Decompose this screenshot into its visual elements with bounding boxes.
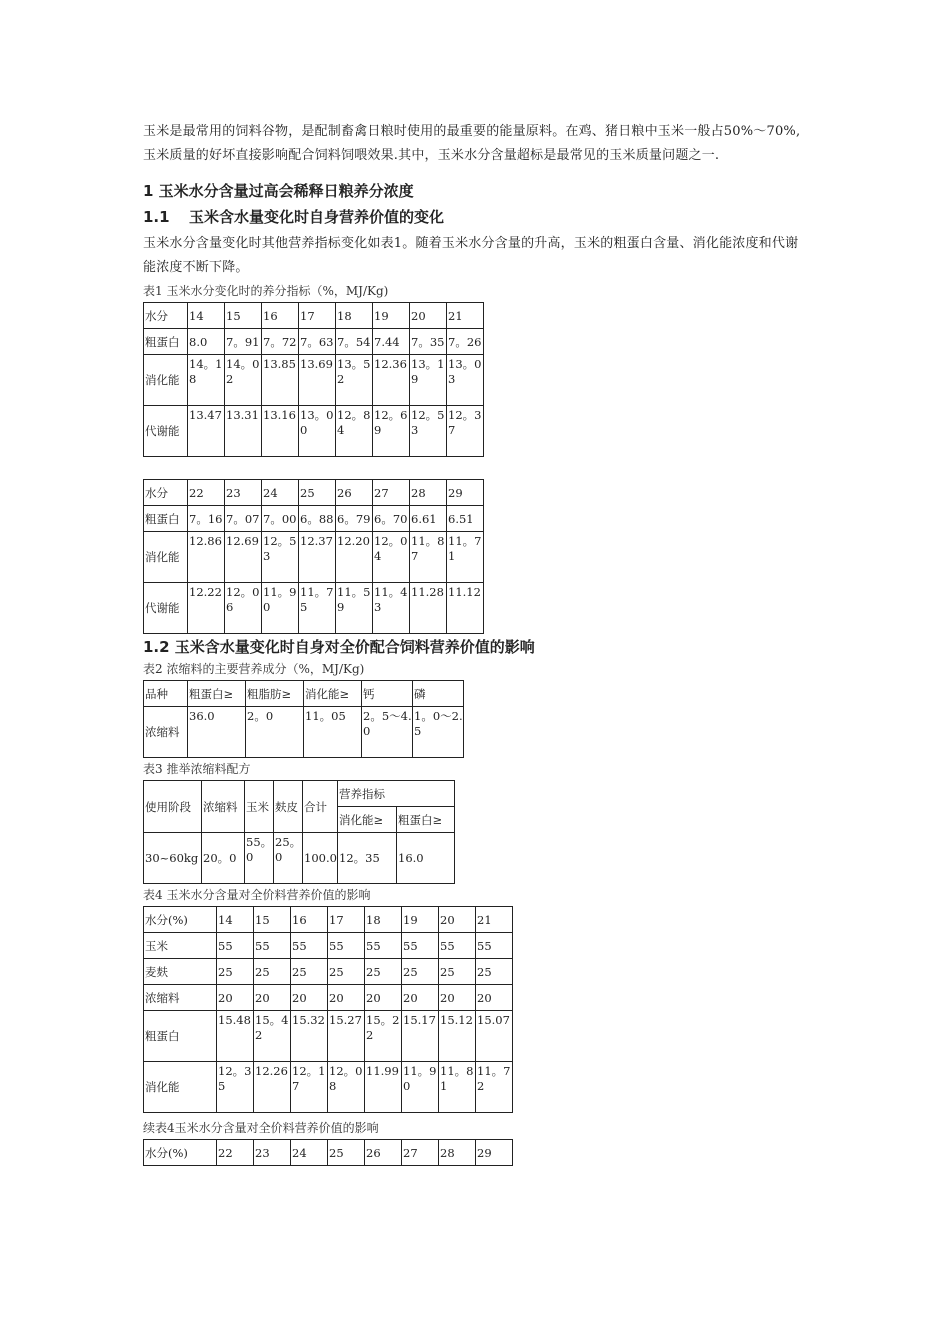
table-row	[144, 303, 484, 329]
table-cell: 16	[262, 303, 299, 329]
table-cell: 6。70	[373, 506, 410, 532]
table-cell: 消化能	[144, 1062, 217, 1113]
table-cell: 11。05	[304, 707, 362, 758]
table-cell: 13.85	[262, 355, 299, 406]
table-cell: 29	[447, 480, 484, 506]
table-cell: 消化能≥	[304, 681, 362, 707]
table-cell: 12。69	[373, 406, 410, 457]
table-cell: 20	[439, 907, 476, 933]
table-row	[144, 1140, 513, 1166]
table-cell: 21	[476, 907, 513, 933]
table-cell: 7。00	[262, 506, 299, 532]
table-cell: 15.17	[402, 1011, 439, 1062]
table-cell: 7。07	[225, 506, 262, 532]
table-cell: 代谢能	[144, 406, 188, 457]
table-cell: 25	[476, 959, 513, 985]
table-cell: 26	[336, 480, 373, 506]
table-cell: 玉米	[245, 781, 274, 833]
table-cell: 13.47	[188, 406, 225, 457]
table-cell: 13.31	[225, 406, 262, 457]
table-row	[144, 506, 484, 532]
table-cell: 14	[217, 907, 254, 933]
table-cell: 13。52	[336, 355, 373, 406]
table-cell: 15.32	[291, 1011, 328, 1062]
table-cell: 24	[291, 1140, 328, 1166]
table-cell: 麦麸	[144, 959, 217, 985]
document-page	[143, 120, 808, 1166]
table-cell: 11。75	[299, 583, 336, 634]
table-cell: 6。79	[336, 506, 373, 532]
table-cell: 7。91	[225, 329, 262, 355]
table-cell: 12。53	[410, 406, 447, 457]
table-cell: 25	[402, 959, 439, 985]
table-2-caption: 表2 浓缩料的主要营养成分（%，MJ/Kg)	[143, 662, 365, 676]
table-2	[143, 680, 464, 758]
table-cell: 粗脂肪≥	[246, 681, 304, 707]
table-cell: 粗蛋白	[144, 1011, 217, 1062]
table-cell: 12.37	[299, 532, 336, 583]
table-cell: 13.16	[262, 406, 299, 457]
table-cell: 11。87	[410, 532, 447, 583]
table-cell: 消化能	[144, 355, 188, 406]
table-cell: 20	[402, 985, 439, 1011]
table-cell: 2。5～4.0	[362, 707, 413, 758]
table-cell: 19	[373, 303, 410, 329]
table-cell: 12.20	[336, 532, 373, 583]
table-cell: 浓缩料	[144, 985, 217, 1011]
table-cell: 12。35	[217, 1062, 254, 1113]
table-cell: 20。0	[202, 833, 245, 884]
table-cell: 13。03	[447, 355, 484, 406]
table-cell: 消化能≥	[338, 807, 397, 833]
table-cell: 8.0	[188, 329, 225, 355]
table-cell: 23	[254, 1140, 291, 1166]
table-cell: 1。0～2.5	[413, 707, 464, 758]
table-row	[144, 406, 484, 457]
table-cell: 55	[439, 933, 476, 959]
table-cell: 16	[291, 907, 328, 933]
table-cell: 12。04	[373, 532, 410, 583]
table-row	[144, 1011, 513, 1062]
table-cell: 30~60kg	[144, 833, 202, 884]
table-cell: 55	[365, 933, 402, 959]
table-cell: 25	[217, 959, 254, 985]
table-cell: 代谢能	[144, 583, 188, 634]
table-row	[144, 329, 484, 355]
table-cell: 20	[476, 985, 513, 1011]
table-cell: 25	[439, 959, 476, 985]
table-cell: 玉米	[144, 933, 217, 959]
table-cell: 22	[217, 1140, 254, 1166]
section-1-1-paragraph: 玉米水分含量变化时其他营养指标变化如表1。随着玉米水分含量的升高，玉米的粗蛋白含量、消化能浓度和代谢能浓度不断下降。	[143, 236, 799, 275]
table-cell: 29	[476, 1140, 513, 1166]
table-cell: 55。0	[245, 833, 274, 884]
table-row	[144, 985, 513, 1011]
table-cell: 22	[188, 480, 225, 506]
table-cell: 17	[299, 303, 336, 329]
table-cell: 15.07	[476, 1011, 513, 1062]
table-cell: 15.27	[328, 1011, 365, 1062]
table-cell: 11。71	[447, 532, 484, 583]
table-row	[144, 907, 513, 933]
table-cell: 24	[262, 480, 299, 506]
table-cell: 13。00	[299, 406, 336, 457]
table-row	[144, 355, 484, 406]
table-4	[143, 906, 513, 1113]
table-cell: 15	[225, 303, 262, 329]
table-cell: 25	[328, 1140, 365, 1166]
table-cell: 15.48	[217, 1011, 254, 1062]
table-cell: 11。43	[373, 583, 410, 634]
table-cell: 36.0	[188, 707, 246, 758]
table-cell: 粗蛋白≥	[188, 681, 246, 707]
table-cell: 12。35	[338, 833, 397, 884]
table-cell: 7。54	[336, 329, 373, 355]
table-cell: 7。72	[262, 329, 299, 355]
table-cell: 11。81	[439, 1062, 476, 1113]
table-cell: 12.22	[188, 583, 225, 634]
table-row	[144, 681, 464, 707]
intro-paragraph: 玉米是最常用的饲料谷物，是配制畜禽日粮时使用的最重要的能量原料。在鸡、猪日粮中玉米一般占50%～70%,玉米质量的好坏直接影响配合饲料饲喂效果.其中，玉米水分含量超标是最常见的玉米质量问题之一.	[143, 124, 801, 163]
table-4-continued	[143, 1139, 513, 1166]
table-cell: 23	[225, 480, 262, 506]
table-cell: 25	[299, 480, 336, 506]
table-cell: 水分	[144, 480, 188, 506]
table-cell: 15。22	[365, 1011, 402, 1062]
table-row	[144, 480, 484, 506]
table-cell: 麸皮	[274, 781, 303, 833]
table-cell: 20	[439, 985, 476, 1011]
table-cell: 25。0	[274, 833, 303, 884]
table-cell: 25	[328, 959, 365, 985]
table-cell: 19	[402, 907, 439, 933]
table-cell: 27	[402, 1140, 439, 1166]
table-cell: 12.86	[188, 532, 225, 583]
table-cell: 磷	[413, 681, 464, 707]
table-cell: 14	[188, 303, 225, 329]
table-cell: 13.69	[299, 355, 336, 406]
table-row	[144, 532, 484, 583]
table-row	[144, 707, 464, 758]
table-cell: 12.26	[254, 1062, 291, 1113]
table-cell: 15。42	[254, 1011, 291, 1062]
table-1-part-a	[143, 302, 484, 457]
table-cell: 7.44	[373, 329, 410, 355]
table-cell: 20	[328, 985, 365, 1011]
table-cell: 7。35	[410, 329, 447, 355]
table-cell: 粗蛋白	[144, 506, 188, 532]
table-cell: 55	[217, 933, 254, 959]
table-cell: 18	[365, 907, 402, 933]
table-cell: 水分(%)	[144, 1140, 217, 1166]
table-cell: 浓缩料	[144, 707, 188, 758]
table-cell: 13。19	[410, 355, 447, 406]
table-cell: 11。90	[402, 1062, 439, 1113]
table-cell: 7。63	[299, 329, 336, 355]
section-1-2-heading: 1.2 玉米含水量变化时自身对全价配合饲料营养价值的影响	[143, 638, 535, 656]
table-cell: 12.36	[373, 355, 410, 406]
table-cell: 55	[291, 933, 328, 959]
table-cell: 使用阶段	[144, 781, 202, 833]
table-cell: 25	[365, 959, 402, 985]
table-cell: 27	[373, 480, 410, 506]
table-cell: 21	[447, 303, 484, 329]
table-cell: 钙	[362, 681, 413, 707]
table-cell: 2。0	[246, 707, 304, 758]
table-cell: 17	[328, 907, 365, 933]
table-cell: 25	[291, 959, 328, 985]
table-cell: 11.12	[447, 583, 484, 634]
table-cell: 20	[365, 985, 402, 1011]
table-row	[144, 959, 513, 985]
table-cell: 25	[254, 959, 291, 985]
table-cell: 16.0	[397, 833, 455, 884]
table-cell: 消化能	[144, 532, 188, 583]
table-1-caption: 表1 玉米水分变化时的养分指标（%，MJ/Kg)	[143, 284, 389, 298]
table-cell: 28	[439, 1140, 476, 1166]
table-cell: 12。06	[225, 583, 262, 634]
table-cell: 粗蛋白≥	[397, 807, 455, 833]
table-row	[144, 583, 484, 634]
table-4-caption: 表4 玉米水分含量对全价料营养价值的影响	[143, 888, 371, 902]
table-cell: 15.12	[439, 1011, 476, 1062]
table-cell: 11。59	[336, 583, 373, 634]
table-cell: 12。17	[291, 1062, 328, 1113]
table-cell: 水分	[144, 303, 188, 329]
table-cell: 7。16	[188, 506, 225, 532]
table-cell: 水分(%)	[144, 907, 217, 933]
table-cell: 55	[328, 933, 365, 959]
table-cell: 浓缩料	[202, 781, 245, 833]
table-cell: 100.0	[303, 833, 338, 884]
table-cell: 20	[291, 985, 328, 1011]
table-cell: 6.51	[447, 506, 484, 532]
table-cell: 12。84	[336, 406, 373, 457]
table-cell: 营养指标	[338, 781, 455, 807]
table-4-continued-caption: 续表4玉米水分含量对全价料营养价值的影响	[143, 1121, 379, 1135]
table-cell: 55	[402, 933, 439, 959]
table-cell: 14。18	[188, 355, 225, 406]
table-cell: 11。72	[476, 1062, 513, 1113]
table-cell: 12。37	[447, 406, 484, 457]
table-1-part-b	[143, 479, 484, 634]
table-cell: 11。90	[262, 583, 299, 634]
table-cell: 20	[410, 303, 447, 329]
table-cell: 6.61	[410, 506, 447, 532]
table-cell: 20	[217, 985, 254, 1011]
table-cell: 28	[410, 480, 447, 506]
table-cell: 55	[254, 933, 291, 959]
section-1-1-number: 1.1	[143, 208, 170, 226]
section-1-1-title: 玉米含水量变化时自身营养价值的变化	[189, 208, 445, 226]
table-cell: 12。53	[262, 532, 299, 583]
section-1-1-heading	[143, 206, 808, 228]
table-cell: 品种	[144, 681, 188, 707]
table-cell: 12.69	[225, 532, 262, 583]
table-row	[144, 933, 513, 959]
table-cell: 55	[476, 933, 513, 959]
table-cell: 26	[365, 1140, 402, 1166]
table-cell: 7。26	[447, 329, 484, 355]
table-row	[144, 1062, 513, 1113]
section-1-heading: 1 玉米水分含量过高会稀释日粮养分浓度	[143, 182, 414, 200]
table-cell: 20	[254, 985, 291, 1011]
table-3	[143, 780, 455, 884]
table-cell: 合计	[303, 781, 338, 833]
table-cell: 18	[336, 303, 373, 329]
table-cell: 14。02	[225, 355, 262, 406]
table-cell: 12。08	[328, 1062, 365, 1113]
table-cell: 粗蛋白	[144, 329, 188, 355]
table-3-caption: 表3 推举浓缩料配方	[143, 762, 251, 776]
table-cell: 6。88	[299, 506, 336, 532]
table-cell: 11.28	[410, 583, 447, 634]
table-cell: 15	[254, 907, 291, 933]
table-cell: 11.99	[365, 1062, 402, 1113]
